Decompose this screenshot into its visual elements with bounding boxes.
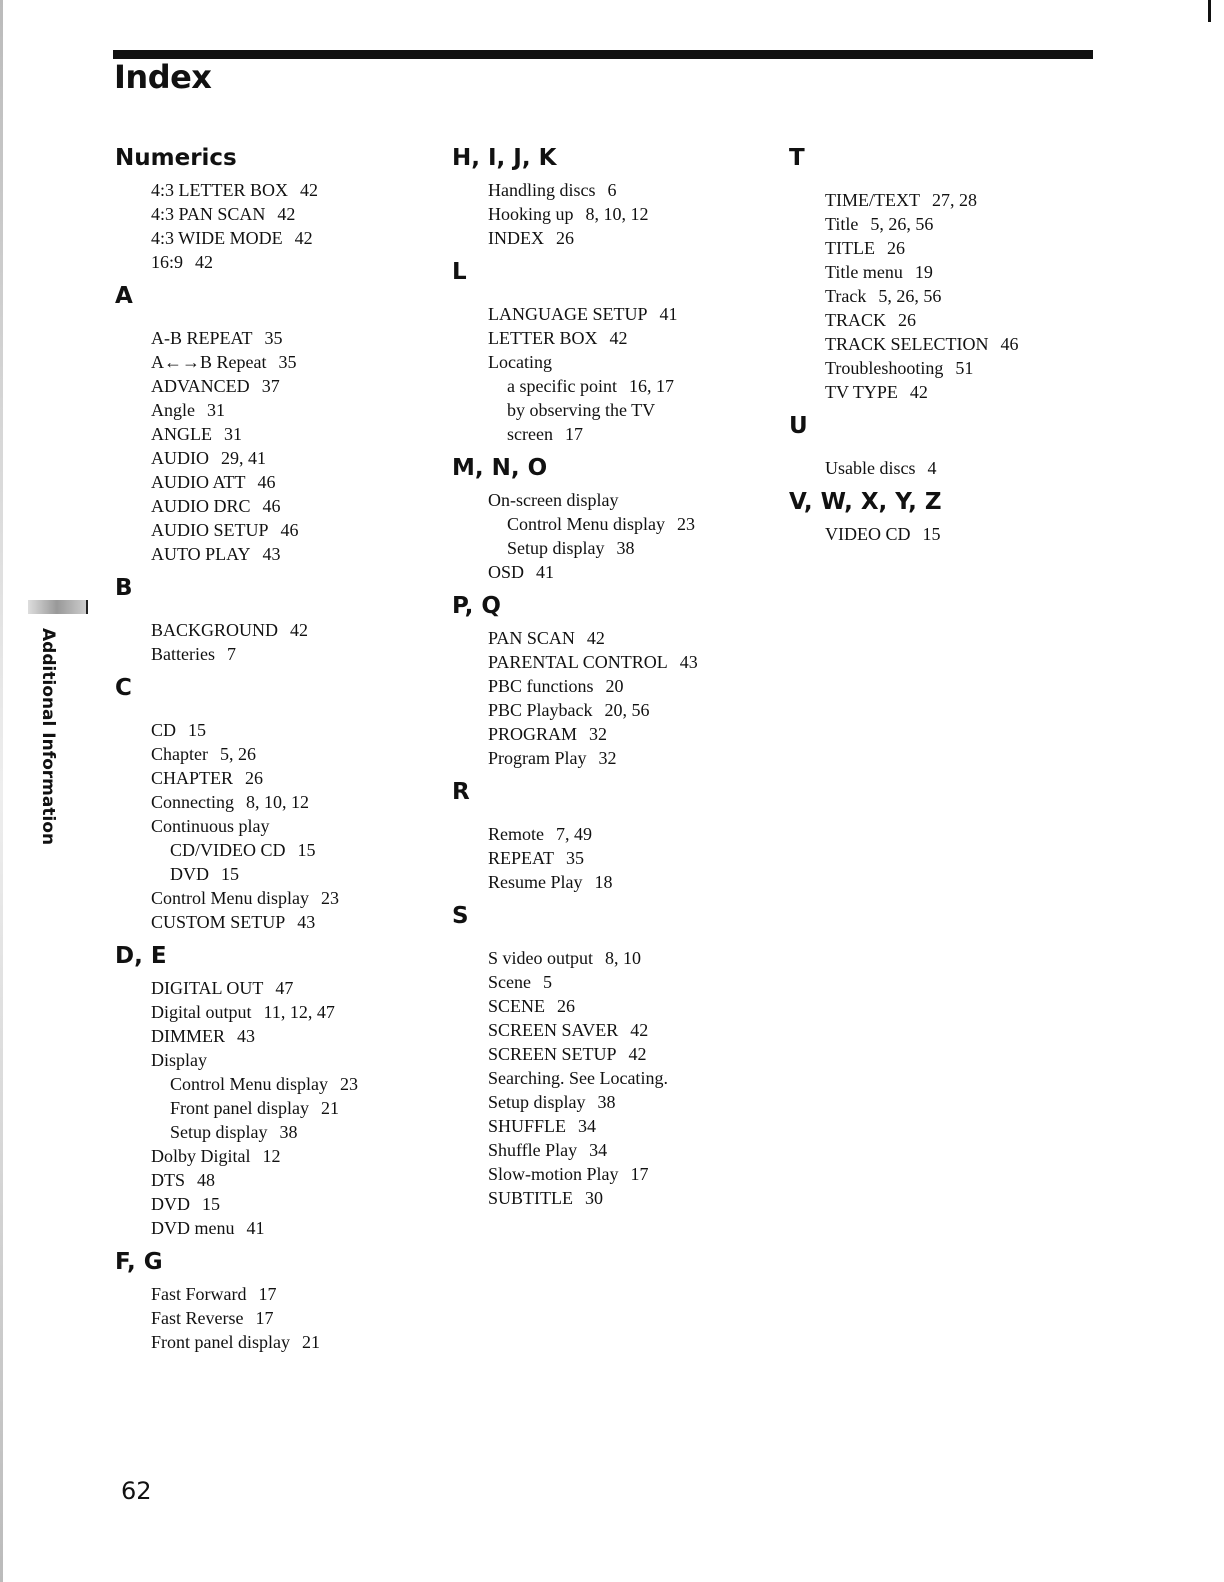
index-entry	[452, 994, 698, 1018]
entry-term: CD	[151, 720, 177, 740]
entry-term: Title	[825, 214, 859, 234]
entry-term: PBC functions	[488, 676, 594, 696]
entry-pages: 32	[589, 724, 608, 744]
section-heading: U	[789, 413, 808, 439]
section-heading: B	[115, 575, 133, 601]
entry-pages: 43	[262, 544, 281, 564]
entry-term: Hooking up	[488, 204, 574, 224]
entry-pages: 26	[886, 238, 905, 258]
index-section	[115, 940, 358, 1240]
entry-pages: 42	[609, 328, 628, 348]
index-entry	[452, 698, 698, 722]
entry-term: AUTO PLAY	[151, 544, 251, 564]
index-entry	[115, 1024, 358, 1048]
entry-pages: 20, 56	[604, 700, 650, 720]
entry-term: On-screen display	[488, 490, 619, 510]
index-column-2	[452, 142, 698, 1216]
index-entry	[115, 1330, 358, 1354]
entry-pages: 42	[300, 180, 318, 200]
index-entry	[115, 910, 358, 934]
index-entry	[115, 886, 358, 910]
index-entry	[452, 870, 698, 894]
section-heading: F, G	[115, 1249, 163, 1275]
section-heading: T	[789, 145, 805, 171]
entry-term: Batteries	[151, 644, 215, 664]
entry-term: Track	[825, 286, 867, 306]
index-section	[789, 410, 1019, 480]
entry-pages: 7	[226, 644, 236, 664]
index-subentry	[452, 374, 698, 398]
entry-term: a specific point	[507, 376, 617, 396]
entry-term: AUDIO ATT	[151, 472, 246, 492]
entry-pages: 26	[556, 228, 574, 248]
entry-pages: 15	[202, 1194, 220, 1214]
index-entry	[452, 846, 698, 870]
entry-term: 16:9	[151, 252, 184, 272]
entry-term: Fast Forward	[151, 1284, 247, 1304]
entry-term: SCENE	[488, 996, 546, 1016]
entry-pages: 7, 49	[556, 824, 592, 844]
index-entry	[452, 650, 698, 674]
entry-pages: 18	[594, 872, 613, 892]
section-heading: Numerics	[115, 145, 237, 171]
index-entry	[115, 446, 358, 470]
entry-pages: 17	[258, 1284, 277, 1304]
entry-pages: 31	[207, 400, 225, 420]
index-section	[115, 672, 358, 934]
entry-pages: 11, 12, 47	[263, 1002, 335, 1022]
index-entry	[452, 1042, 698, 1066]
index-entry	[115, 178, 358, 202]
entry-pages: 34	[589, 1140, 608, 1160]
index-section	[789, 486, 1019, 546]
section-heading: D, E	[115, 943, 167, 969]
entry-pages: 16, 17	[628, 376, 674, 396]
entry-pages: 20	[605, 676, 624, 696]
entry-pages: 5, 26	[219, 744, 256, 764]
entry-term: Display	[151, 1050, 207, 1070]
index-entry	[115, 1306, 358, 1330]
section-heading: H, I, J, K	[452, 145, 557, 171]
entry-term: by observing the TV	[507, 400, 656, 420]
index-entry	[115, 618, 358, 642]
index-entry	[115, 542, 358, 566]
entry-pages: 5	[542, 972, 552, 992]
index-entry	[115, 202, 358, 226]
entry-term: Control Menu display	[151, 888, 309, 908]
index-entry	[452, 722, 698, 746]
entry-pages: 42	[909, 382, 928, 402]
entry-pages: 8, 10, 12	[246, 792, 309, 812]
index-entry	[452, 560, 698, 584]
index-column-3	[789, 142, 1019, 552]
entry-term: screen	[507, 424, 553, 444]
index-entry	[789, 308, 1019, 332]
index-subentry	[115, 1120, 358, 1144]
entry-term: A←→B Repeat	[151, 352, 267, 372]
corner-mark	[1208, 0, 1211, 22]
entry-pages: 48	[197, 1170, 216, 1190]
entry-pages: 26	[245, 768, 264, 788]
entry-term: Remote	[488, 824, 544, 844]
section-heading: S	[452, 903, 469, 929]
index-entry	[115, 326, 358, 350]
entry-term: Setup display	[507, 538, 605, 558]
index-entry	[452, 226, 698, 250]
entry-pages: 31	[224, 424, 242, 444]
index-subentry	[115, 838, 358, 862]
index-entry	[452, 1090, 698, 1114]
index-entry	[789, 188, 1019, 212]
entry-term: REPEAT	[488, 848, 555, 868]
entry-term: Setup display	[170, 1122, 268, 1142]
entry-pages: 29, 41	[221, 448, 266, 468]
entry-term: LETTER BOX	[488, 328, 598, 348]
entry-term: Continuous play	[151, 816, 270, 836]
index-section	[452, 452, 698, 584]
entry-term: DIGITAL OUT	[151, 978, 264, 998]
entry-term: Front panel display	[151, 1332, 290, 1352]
index-entry	[452, 822, 698, 846]
entry-term: Front panel display	[170, 1098, 309, 1118]
index-entry	[115, 350, 358, 374]
entry-term: Control Menu display	[507, 514, 665, 534]
section-heading: C	[115, 675, 132, 701]
index-entry	[452, 1018, 698, 1042]
index-entry	[452, 970, 698, 994]
index-entry	[115, 1000, 358, 1024]
entry-pages: 17	[255, 1308, 274, 1328]
entry-term: Title menu	[825, 262, 903, 282]
entry-pages: 23	[340, 1074, 358, 1094]
index-entry	[789, 456, 1019, 480]
title-rule	[113, 50, 1093, 59]
index-entry	[452, 746, 698, 770]
entry-term: Dolby Digital	[151, 1146, 251, 1166]
entry-pages: 35	[264, 328, 283, 348]
entry-term: BACKGROUND	[151, 620, 279, 640]
entry-term: DTS	[151, 1170, 186, 1190]
entry-pages: 27, 28	[931, 190, 977, 210]
entry-pages: 38	[279, 1122, 298, 1142]
entry-pages: 12	[262, 1146, 281, 1166]
index-entry	[452, 178, 698, 202]
index-entry	[115, 814, 358, 838]
entry-term: INDEX	[488, 228, 544, 248]
entry-term: 4:3 LETTER BOX	[151, 180, 288, 200]
entry-pages: 42	[277, 204, 296, 224]
index-entry	[789, 332, 1019, 356]
entry-term: Resume Play	[488, 872, 583, 892]
entry-pages: 23	[677, 514, 695, 534]
index-section	[115, 142, 358, 274]
index-section	[115, 280, 358, 566]
index-entry	[115, 642, 358, 666]
entry-pages: 15	[922, 524, 941, 544]
index-entry	[452, 674, 698, 698]
index-entry	[115, 1192, 358, 1216]
index-entry	[452, 488, 698, 512]
entry-term: SHUFFLE	[488, 1116, 567, 1136]
entry-term: 4:3 WIDE MODE	[151, 228, 283, 248]
entry-pages: 5, 26, 56	[870, 214, 934, 234]
index-entry	[452, 202, 698, 226]
section-tab-label: Additional Information	[38, 628, 58, 846]
index-entry	[452, 350, 698, 374]
entry-term: TRACK SELECTION	[825, 334, 989, 354]
index-entry	[452, 946, 698, 970]
entry-pages: 35	[278, 352, 297, 372]
index-entry	[115, 422, 358, 446]
entry-pages: 6	[607, 180, 617, 200]
index-entry	[115, 250, 358, 274]
entry-term: S video output	[488, 948, 594, 968]
entry-term: ANGLE	[151, 424, 212, 444]
index-section	[115, 572, 358, 666]
index-entry	[115, 518, 358, 542]
entry-pages: 41	[246, 1218, 265, 1238]
entry-term: Fast Reverse	[151, 1308, 244, 1328]
entry-term: DVD	[151, 1194, 190, 1214]
index-entry	[115, 1282, 358, 1306]
entry-pages: 30	[585, 1188, 603, 1208]
entry-term: TRACK	[825, 310, 887, 330]
index-section	[452, 142, 698, 250]
entry-pages: 8, 10, 12	[585, 204, 649, 224]
index-entry	[452, 1138, 698, 1162]
entry-term: TV TYPE	[825, 382, 898, 402]
page-edge	[0, 0, 3, 1582]
entry-pages: 42	[294, 228, 313, 248]
entry-pages: 15	[188, 720, 207, 740]
entry-term: CHAPTER	[151, 768, 234, 788]
index-subentry	[452, 422, 698, 446]
index-section	[452, 590, 698, 770]
entry-term: TIME/TEXT	[825, 190, 920, 210]
index-entry	[452, 626, 698, 650]
entry-term: AUDIO SETUP	[151, 520, 269, 540]
index-entry	[452, 1114, 698, 1138]
entry-pages: 15	[297, 840, 316, 860]
entry-pages: 34	[578, 1116, 597, 1136]
index-entry	[789, 212, 1019, 236]
entry-pages: 8, 10	[605, 948, 642, 968]
entry-term: ADVANCED	[151, 376, 250, 396]
index-entry	[789, 260, 1019, 284]
index-entry	[452, 1162, 698, 1186]
index-section	[452, 900, 698, 1210]
index-subentry	[115, 862, 358, 886]
entry-term: Shuffle Play	[488, 1140, 578, 1160]
entry-term: DVD	[170, 864, 209, 884]
index-entry	[115, 1168, 358, 1192]
entry-term: Setup display	[488, 1092, 586, 1112]
entry-term: LANGUAGE SETUP	[488, 304, 648, 324]
entry-pages: 17	[630, 1164, 649, 1184]
section-heading: L	[452, 259, 467, 285]
section-tab	[28, 596, 88, 618]
section-heading: R	[452, 779, 470, 805]
entry-term: Connecting	[151, 792, 234, 812]
entry-term: PARENTAL CONTROL	[488, 652, 668, 672]
section-heading: M, N, O	[452, 455, 548, 481]
index-entry	[115, 470, 358, 494]
section-heading: P, Q	[452, 593, 501, 619]
index-entry	[789, 284, 1019, 308]
entry-pages: 23	[321, 888, 339, 908]
index-column-1	[115, 142, 358, 1360]
entry-term: A-B REPEAT	[151, 328, 253, 348]
entry-pages: 41	[536, 562, 555, 582]
entry-pages: 41	[659, 304, 678, 324]
index-entry	[115, 766, 358, 790]
entry-term: SUBTITLE	[488, 1188, 573, 1208]
index-entry	[115, 790, 358, 814]
index-subentry	[452, 398, 698, 422]
entry-term: DIMMER	[151, 1026, 226, 1046]
index-section	[115, 1246, 358, 1354]
index-entry	[115, 226, 358, 250]
index-entry	[789, 522, 1019, 546]
index-section	[452, 256, 698, 446]
index-entry	[115, 1048, 358, 1072]
entry-pages: 43	[679, 652, 698, 672]
entry-pages: 19	[914, 262, 933, 282]
index-entry	[115, 976, 358, 1000]
entry-pages: 21	[301, 1332, 320, 1352]
entry-term: Handling discs	[488, 180, 596, 200]
entry-term: Program Play	[488, 748, 587, 768]
entry-pages: 35	[566, 848, 585, 868]
entry-term: CUSTOM SETUP	[151, 912, 286, 932]
index-subentry	[115, 1072, 358, 1096]
entry-pages: 46	[257, 472, 276, 492]
page-number: 62	[121, 1477, 152, 1505]
entry-pages: 5, 26, 56	[878, 286, 942, 306]
entry-pages: 26	[557, 996, 576, 1016]
entry-pages: 15	[221, 864, 239, 884]
index-entry	[452, 1186, 698, 1210]
entry-pages: 37	[261, 376, 280, 396]
index-entry	[115, 742, 358, 766]
index-subentry	[452, 536, 698, 560]
entry-pages: 43	[237, 1026, 256, 1046]
entry-pages: 42	[630, 1020, 649, 1040]
entry-term: 4:3 PAN SCAN	[151, 204, 266, 224]
index-subentry	[452, 512, 698, 536]
entry-pages: 43	[297, 912, 316, 932]
entry-term: Slow-motion Play	[488, 1164, 619, 1184]
entry-term: OSD	[488, 562, 525, 582]
entry-term: PAN SCAN	[488, 628, 575, 648]
entry-term: TITLE	[825, 238, 875, 258]
entry-pages: 42	[628, 1044, 647, 1064]
entry-term: SCREEN SETUP	[488, 1044, 617, 1064]
section-heading: A	[115, 283, 133, 309]
entry-pages: 42	[290, 620, 309, 640]
page-title: Index	[114, 58, 212, 96]
entry-term: VIDEO CD	[825, 524, 911, 544]
entry-term: PBC Playback	[488, 700, 593, 720]
index-entry	[789, 380, 1019, 404]
entry-term: Locating	[488, 352, 552, 372]
entry-pages: 38	[616, 538, 635, 558]
index-entry	[115, 1144, 358, 1168]
entry-pages: 38	[597, 1092, 616, 1112]
index-entry	[115, 398, 358, 422]
entry-pages: 46	[1000, 334, 1019, 354]
entry-term: Troubleshooting	[825, 358, 944, 378]
entry-term: AUDIO	[151, 448, 209, 468]
entry-term: Angle	[151, 400, 195, 420]
index-entry	[789, 356, 1019, 380]
entry-term: AUDIO DRC	[151, 496, 251, 516]
index-section	[789, 142, 1019, 404]
index-entry	[452, 302, 698, 326]
entry-term: PROGRAM	[488, 724, 578, 744]
section-heading: V, W, X, Y, Z	[789, 489, 942, 515]
index-entry	[115, 718, 358, 742]
section-tab-marker	[28, 600, 88, 614]
entry-pages: 32	[598, 748, 617, 768]
entry-term: Usable discs	[825, 458, 916, 478]
entry-pages: 46	[262, 496, 281, 516]
entry-pages: 4	[927, 458, 937, 478]
entry-term: Digital output	[151, 1002, 252, 1022]
index-entry	[452, 1066, 698, 1090]
index-entry	[789, 236, 1019, 260]
entry-pages: 47	[275, 978, 294, 998]
index-subentry	[115, 1096, 358, 1120]
index-entry	[452, 326, 698, 350]
entry-pages: 51	[955, 358, 974, 378]
entry-pages: 21	[320, 1098, 339, 1118]
entry-term: Control Menu display	[170, 1074, 328, 1094]
index-entry	[115, 1216, 358, 1240]
entry-term: DVD menu	[151, 1218, 235, 1238]
entry-term: SCREEN SAVER	[488, 1020, 619, 1040]
entry-term: Scene	[488, 972, 531, 992]
index-entry	[115, 494, 358, 518]
index-entry	[115, 374, 358, 398]
entry-pages: 26	[898, 310, 917, 330]
entry-term: Searching. See Locating.	[488, 1068, 668, 1088]
entry-term: Chapter	[151, 744, 208, 764]
index-section	[452, 776, 698, 894]
entry-pages: 46	[280, 520, 299, 540]
entry-pages: 42	[586, 628, 605, 648]
entry-pages: 42	[195, 252, 214, 272]
entry-pages: 17	[564, 424, 583, 444]
entry-term: CD/VIDEO CD	[170, 840, 286, 860]
